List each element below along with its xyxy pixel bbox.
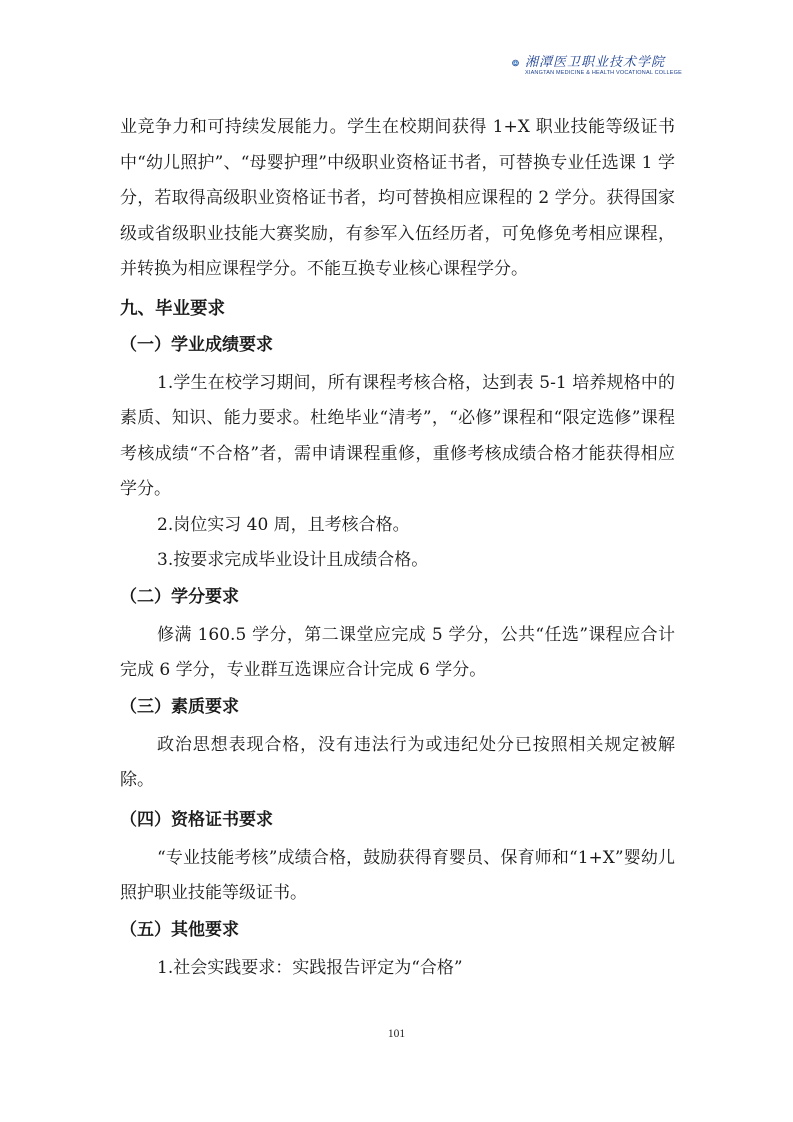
- paragraph-academic-3: 3.按要求完成毕业设计且成绩合格。: [157, 550, 429, 570]
- heading-certificate-requirements: （四）资格证书要求: [120, 809, 273, 830]
- paragraph-other-1: 1.社会实践要求：实践报告评定为“合格”: [157, 957, 463, 978]
- paragraph-quality: 政治思想表现合格，没有违法行为或违纪处分已按照相关规定被解除。: [120, 734, 675, 790]
- paragraph-academic-1: 1.学生在校学习期间，所有课程考核合格，达到表 5-1 培养规格中的素质、知识、能力要求。杜绝毕业“清考”，“必修”课程和“限定选修”课程考核成绩“不合格”者，需申请课程重修，重修考核成绩合格才能获得相应学分。: [120, 372, 675, 499]
- college-name-en: XIANGTAN MEDICINE & HEALTH VOCATIONAL COLLEGE: [524, 69, 682, 76]
- heading-other-requirements: （五）其他要求: [120, 919, 239, 940]
- page-number: 101: [387, 1028, 406, 1040]
- college-emblem-icon: [512, 47, 519, 79]
- heading-graduation-requirements: 九、毕业要求: [120, 298, 225, 319]
- paragraph-academic-2: 2.岗位实习 40 周，且考核合格。: [157, 514, 410, 535]
- college-name-cn: 湘潭医卫职业技术学院: [524, 54, 665, 70]
- heading-quality-requirements: （三）素质要求: [120, 696, 239, 717]
- heading-credit-requirements: （二）学分要求: [120, 586, 239, 607]
- college-logo: [512, 44, 682, 82]
- paragraph-credit: 修满 160.5 学分，第二课堂应完成 5 学分，公共“任选”课程应合计完成 6 学分，专业群互选课应合计完成 6 学分。: [120, 624, 675, 680]
- paragraph-intro: 业竞争力和可持续发展能力。学生在校期间获得 1+X 职业技能等级证书中“幼儿照护”、“母婴护理”中级职业资格证书者，可替换专业任选课 1 学分，若取得高级职业资格证书者，均可替换相应课程的 2 学分。获得国家级或省级职业技能大赛奖励，有参军入伍经历者，可免修免考相应课程，并转换为相应课程学分。不能互换专业核心课程学分。: [120, 117, 675, 279]
- document-body: [120, 110, 675, 986]
- paragraph-certificate: “专业技能考核”成绩合格，鼓励获得育婴员、保育师和“1+X”婴幼儿照护职业技能等级证书。: [120, 847, 675, 903]
- heading-academic-requirements: （一）学业成绩要求: [120, 334, 273, 355]
